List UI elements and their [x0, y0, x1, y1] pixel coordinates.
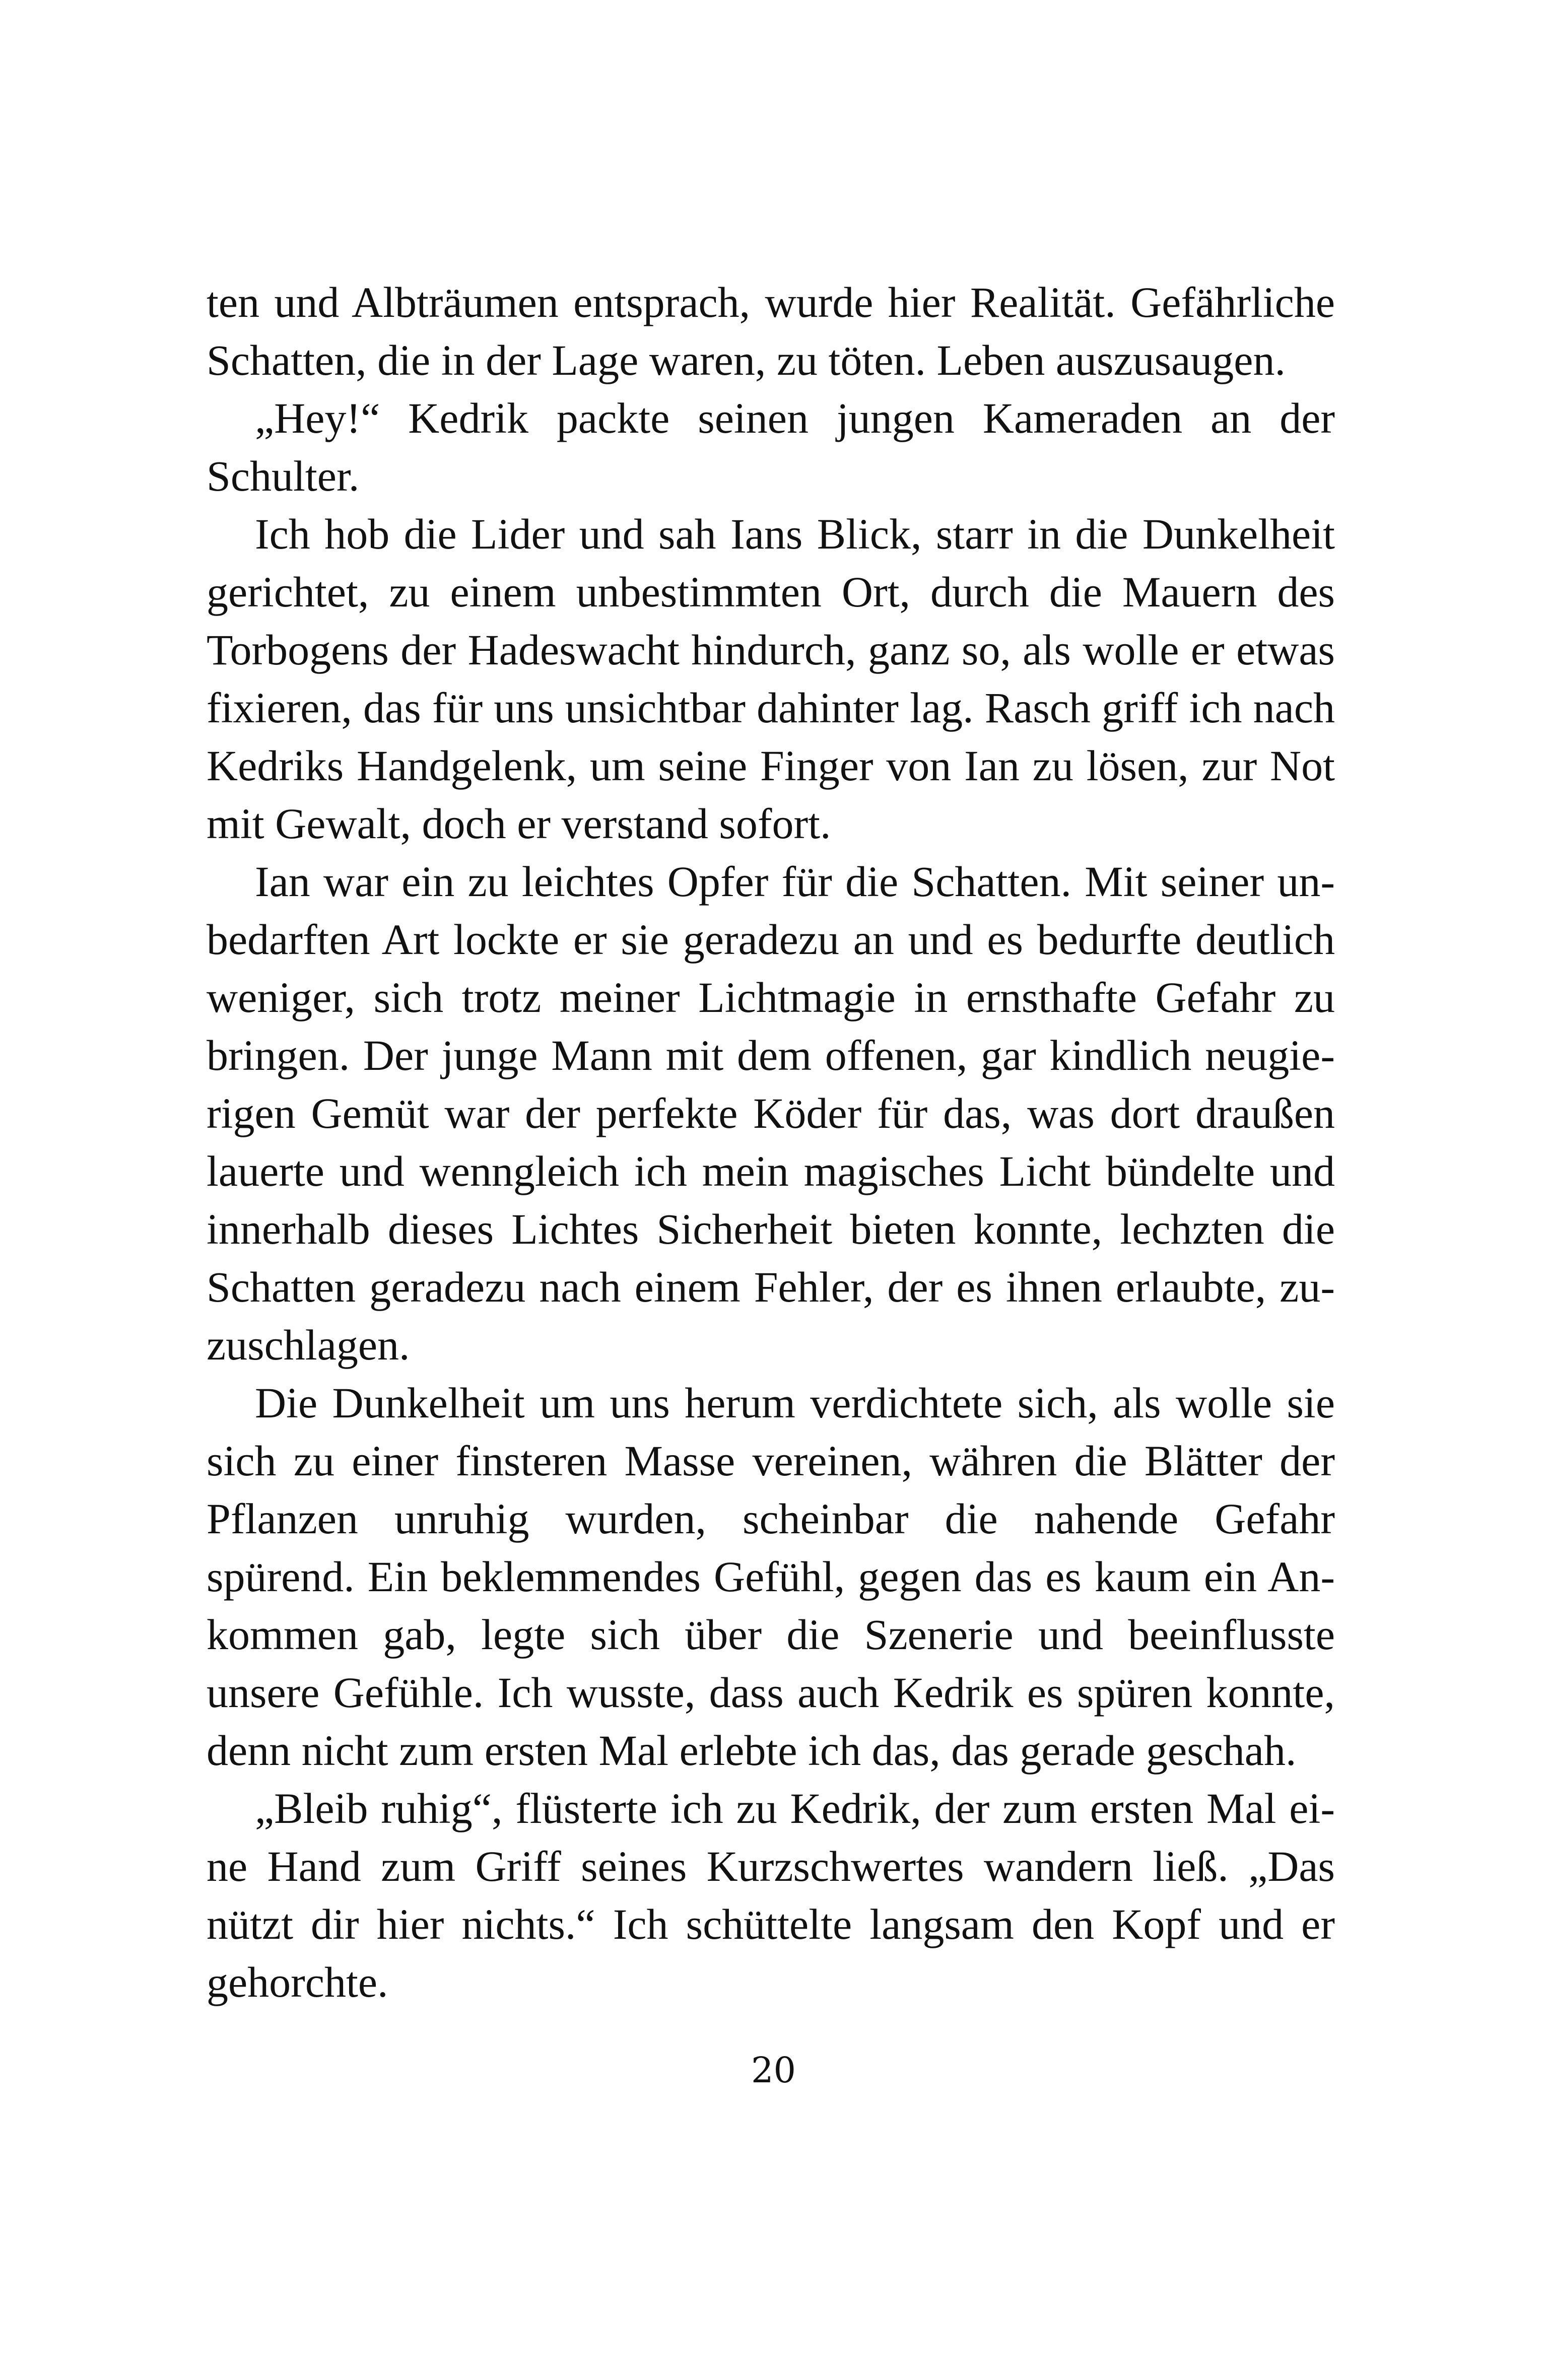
paragraph: Ich hob die Lider und sah Ians Blick, starr in die Dunkelheit gerichtet, zu einem unbestimmten Ort, durch die Mauern des Torbogens der Hadeswacht hindurch, ganz so, als wolle er etwas fixieren, das für uns unsichtbar dahinter lag. Rasch griff ich nach Kedriks Handgelenk, um seine Finger von Ian zu lösen, zur Not mit Gewalt, doch er verstand sofort. — [207, 510, 1335, 848]
paragraph: „Hey!“ Kedrik packte seinen jungen Kameraden an der Schulter. — [207, 394, 1335, 500]
paragraph: „Bleib ruhig“, flüsterte ich zu Kedrik, der zum ersten Mal eine Hand zum Griff seines Kurzschwertes wandern ließ. „Das nützt dir hier nichts.“ Ich schüttelte langsam den Kopf und er gehorchte. — [207, 1784, 1335, 2006]
paragraph: ten und Albträumen entsprach, wurde hier Realität. Gefährliche Schatten, die in der Lage waren, zu töten. Leben auszusaugen. — [207, 278, 1335, 384]
paragraph: Die Dunkelheit um uns herum verdichtete sich, als wolle sie sich zu einer finsteren Masse vereinen, währen die Blätter der Pflanzen unruhig wurden, scheinbar die nahende Gefahr spürend. Ein beklemmendes Gefühl, gegen das es kaum ein Ankommen gab, legte sich über die Szenerie und beeinflusste unsere Gefühle. Ich wusste, dass auch Kedrik es spüren konnte, denn nicht zum ersten Mal erlebte ich das, das gerade geschah. — [207, 1379, 1335, 1775]
page-number: 20 — [751, 2050, 796, 2091]
body-text — [207, 274, 1335, 2011]
paragraph: Ian war ein zu leichtes Opfer für die Schatten. Mit seiner unbedarften Art lockte er sie geradezu an und es bedurfte deutlich weniger, sich trotz meiner Lichtmagie in ernsthafte Gefahr zu bringen. Der junge Mann mit dem offenen, gar kindlich neugierigen Gemüt war der perfekte Köder für das, was dort draußen lauerte und wenngleich ich mein magisches Licht bündelte und innerhalb dieses Lichtes Sicherheit bieten konnte, lechzten die Schatten geradezu nach einem Fehler, der es ihnen erlaubte, zuzuschlagen. — [207, 857, 1335, 1369]
